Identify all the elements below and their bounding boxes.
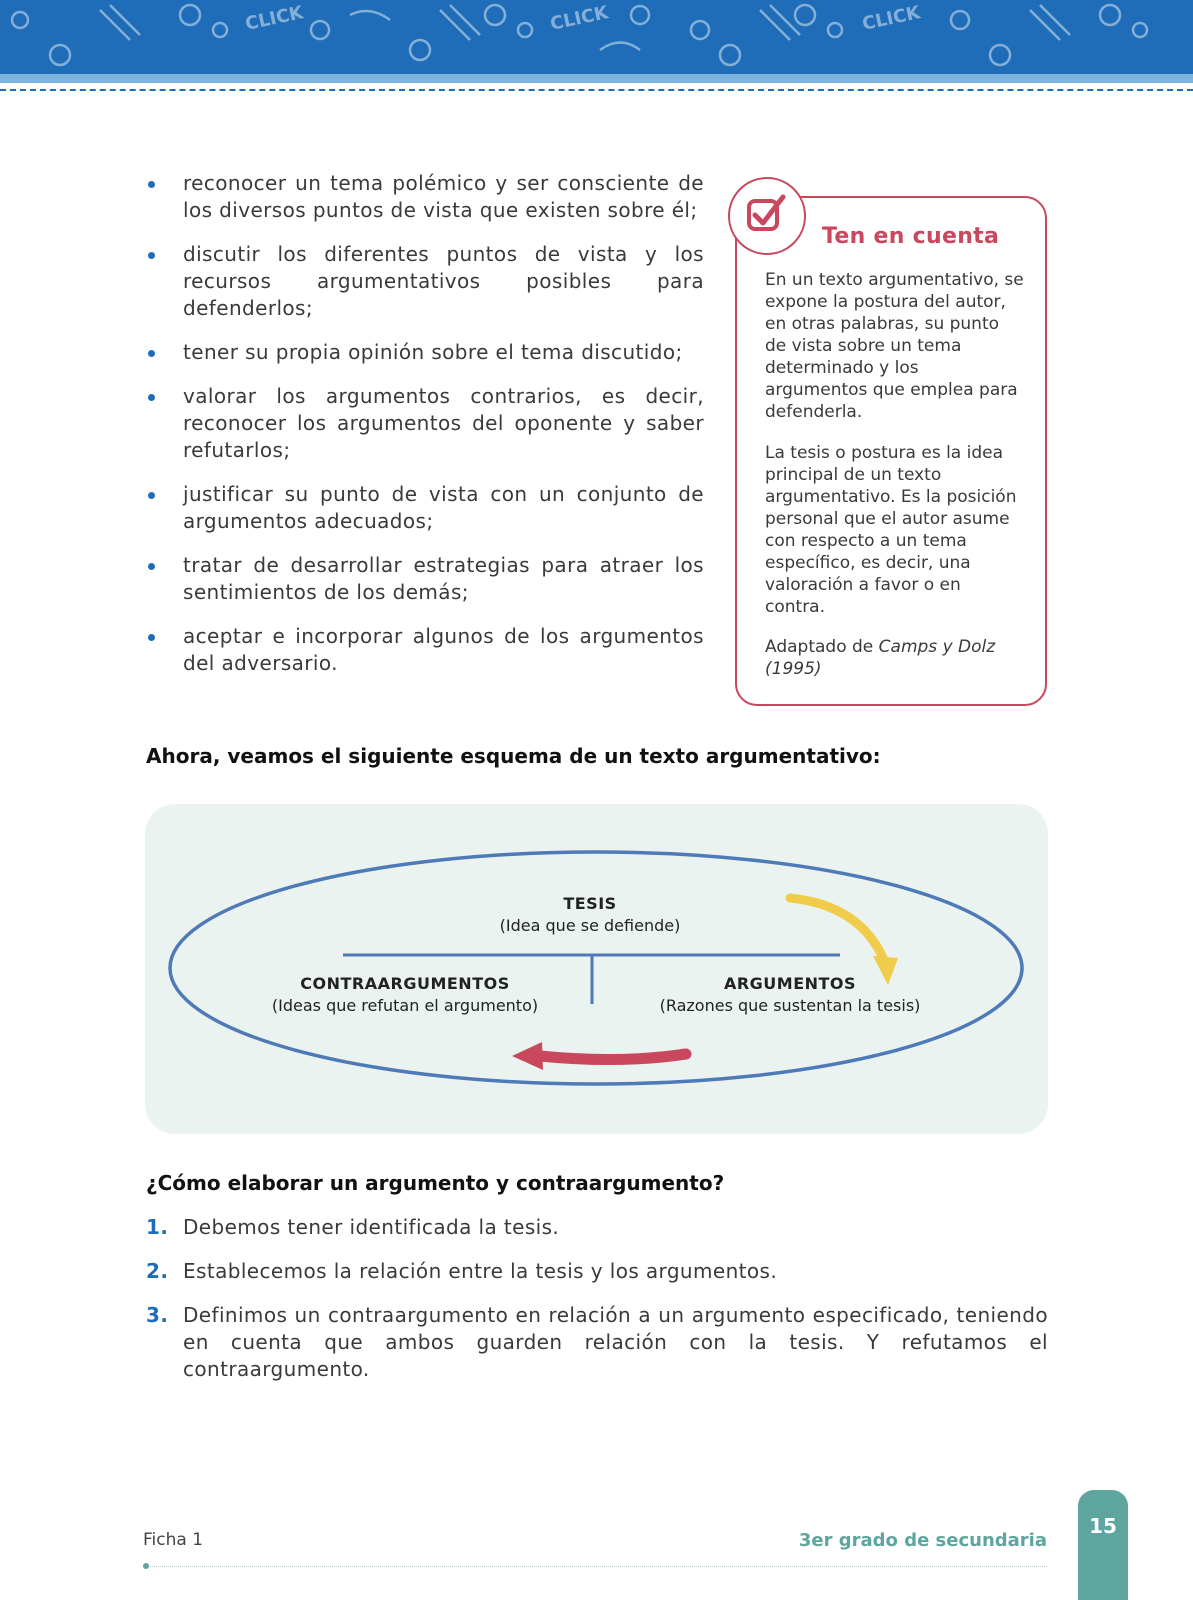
step-item: 2. Establecemos la relación entre la tesis y los argumentos.: [146, 1259, 778, 1283]
tesis-description: (Idea que se defiende): [499, 916, 681, 935]
footer-sheet-label: Ficha 1: [143, 1530, 204, 1550]
step-number: 3.: [146, 1303, 169, 1327]
bullet-dot: [148, 252, 155, 259]
bullet-dot: [148, 350, 155, 357]
bullet-dot: [148, 634, 155, 641]
step-item: 3. Definimos un contraargumento en relación a un argumento especificado, teniendo en cuenta que ambos guarden relación con la tesis. Y refutamos el contraargumento.: [146, 1303, 1048, 1381]
diagram-panel: [145, 804, 1048, 1134]
step-number: 1.: [146, 1215, 169, 1239]
footer-divider: [146, 1566, 1047, 1567]
steps-list: [146, 1214, 1048, 1400]
list-item: discutir los diferentes puntos de vista y los recursos argumentativos posibles para defenderlos;: [146, 241, 704, 322]
list-item: reconocer un tema polémico y ser consciente de los diversos puntos de vista que existen sobre él;: [146, 170, 704, 224]
doodle-click-text: CLICK: [860, 2, 923, 35]
list-item: tener su propia opinión sobre el tema discutido;: [146, 339, 704, 366]
checkbox-icon: [728, 177, 806, 255]
bullet-dot: [148, 394, 155, 401]
tesis-title: TESIS: [563, 894, 617, 913]
header-stripe: [0, 74, 1193, 83]
argumentos-label: [635, 973, 945, 1017]
contraargumentos-label: [245, 973, 565, 1017]
argumentos-description: (Razones que sustentan la tesis): [659, 996, 921, 1015]
list-item: justificar su punto de vista con un conjunto de argumentos adecuados;: [146, 481, 704, 535]
bullet-dot: [148, 492, 155, 499]
tip-source: Adaptado de Camps y Dolz (1995): [765, 637, 996, 679]
contraargumentos-title: CONTRAARGUMENTOS: [300, 974, 510, 993]
skills-list: [146, 170, 704, 694]
step-item: 1. Debemos tener identificada la tesis.: [146, 1215, 560, 1239]
doodle-click-text: CLICK: [243, 2, 306, 35]
step-number: 2.: [146, 1259, 169, 1283]
header-dashed-line: [0, 89, 1193, 91]
footer-dot: [143, 1563, 149, 1569]
argumentos-title: ARGUMENTOS: [723, 974, 857, 993]
page-number: 15: [1089, 1514, 1117, 1538]
bullet-dot: [148, 563, 155, 570]
bullet-dot: [148, 181, 155, 188]
schema-heading: Ahora, veamos el siguiente esquema de un texto argumentativo:: [146, 744, 881, 768]
list-item: aceptar e incorporar algunos de los argumentos del adversario.: [146, 623, 704, 677]
list-item: valorar los argumentos contrarios, es decir, reconocer los argumentos del oponente y saber refutarlos;: [146, 383, 704, 464]
header-banner: [0, 0, 1193, 74]
tesis-label: [465, 893, 715, 937]
list-item: tratar de desarrollar estrategias para atraer los sentimientos de los demás;: [146, 552, 704, 606]
tip-paragraph: En un texto argumentativo, se expone la postura del autor, en otras palabras, su punto de vista sobre un tema determinado y los argumentos que emplea para defenderla.: [765, 270, 1024, 422]
doodle-click-text: CLICK: [548, 2, 611, 35]
how-to-heading: ¿Cómo elaborar un argumento y contraargumento?: [146, 1171, 725, 1195]
page-number-tab: [1078, 1490, 1128, 1600]
tip-source-reference: Camps y Dolz (1995): [765, 637, 996, 679]
footer-grade-label: 3er grado de secundaria: [798, 1530, 1047, 1551]
tip-paragraph: La tesis o postura es la idea principal de un texto argumentativo. Es la posición personal que el autor asume con respecto a un tema específico, es decir, una valoración a favor o en contra.: [765, 443, 1017, 617]
contraargumentos-description: (Ideas que refutan el argumento): [271, 996, 539, 1015]
tip-title: Ten en cuenta: [822, 224, 1000, 249]
